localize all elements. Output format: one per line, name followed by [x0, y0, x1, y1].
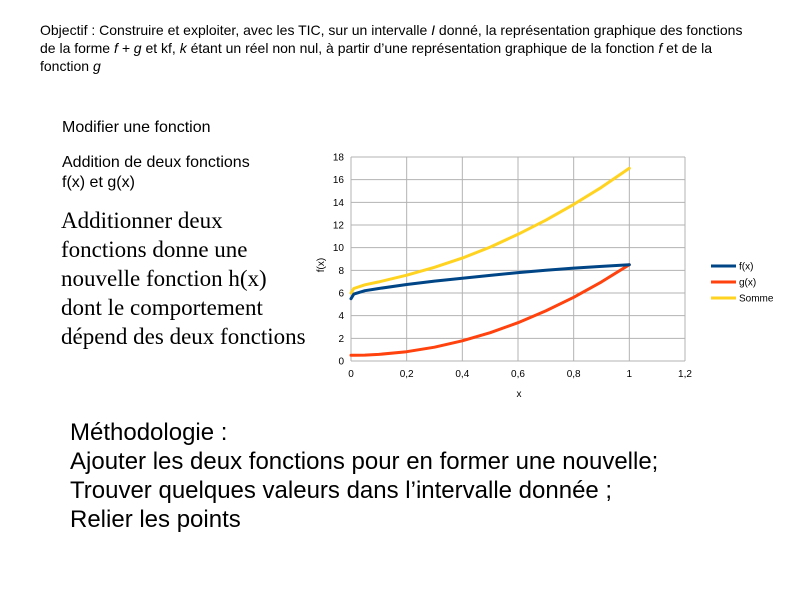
- y-axis-label: f(x): [316, 257, 327, 273]
- series-line-fx: [351, 265, 629, 299]
- methodology-step-2: Trouver quelques valeurs dans l’intervalle donnée ;: [70, 477, 613, 504]
- explanation-text: Additionner deux fonctions donne une nouvelle fonction h(x) dont le comportement dépend des deux fonctions: [61, 208, 306, 349]
- x-axis-label: x: [516, 389, 522, 400]
- legend-label: g(x): [739, 277, 757, 289]
- objective-var-f: f: [658, 40, 663, 56]
- objective-text-part: étant un réel non nul, à partir d’une représentation graphique de la fonction: [186, 40, 659, 56]
- methodology-block: [70, 418, 790, 534]
- objective-text: [40, 21, 760, 75]
- methodology-step-3: Relier les points: [70, 506, 241, 533]
- y-tick-label: 16: [332, 175, 344, 187]
- methodology-step-1: Ajouter les deux fonctions pour en former une nouvelle;: [70, 448, 659, 475]
- y-tick-label: 10: [332, 243, 344, 255]
- x-tick-label: 0,8: [566, 369, 581, 380]
- y-tick-label: 0: [338, 356, 344, 368]
- objective-label: Objectif: [40, 22, 88, 38]
- methodology-title: Méthodologie :: [70, 419, 228, 446]
- y-tick-label: 18: [332, 152, 344, 164]
- y-tick-label: 6: [338, 288, 344, 300]
- legend-label: f(x): [739, 261, 754, 273]
- addition-heading-line2: f(x) et g(x): [62, 174, 135, 191]
- objective-expr-fg: f + g: [113, 40, 142, 56]
- objective-var-k: k: [179, 40, 187, 56]
- y-tick-label: 8: [338, 265, 344, 277]
- x-tick-label: 0,6: [511, 369, 525, 380]
- x-tick-label: 0,4: [455, 369, 470, 380]
- modify-function-heading: Modifier une fonction: [62, 119, 211, 136]
- x-tick-label: 0,2: [399, 369, 414, 380]
- x-tick-label: 1,2: [678, 369, 692, 380]
- y-tick-label: 14: [332, 197, 344, 209]
- objective-var-g: g: [92, 58, 101, 74]
- y-tick-label: 2: [338, 333, 344, 345]
- chart-grid: [351, 157, 685, 361]
- chart-series: [351, 168, 629, 355]
- objective-var-i: I: [431, 22, 436, 38]
- function-chart: [300, 145, 790, 410]
- chart-ticks: [333, 153, 693, 381]
- objective-text-part: : Construire et exploiter, avec les TIC, sur un intervalle: [87, 22, 432, 38]
- chart-legend: [711, 262, 774, 305]
- objective-text-part: et de la fonction: [40, 40, 713, 74]
- x-tick-label: 1: [626, 369, 633, 380]
- legend-label: Somme: [739, 293, 774, 305]
- objective-text-part: donné, la représentation graphique des fonctions de la forme: [40, 22, 743, 56]
- addition-heading: [62, 153, 250, 193]
- x-tick-label: 0: [348, 369, 354, 380]
- y-tick-label: 12: [332, 220, 344, 232]
- y-tick-label: 4: [338, 311, 344, 323]
- objective-text-part: et kf,: [141, 40, 180, 56]
- addition-heading-line1: Addition de deux fonctions: [62, 154, 250, 171]
